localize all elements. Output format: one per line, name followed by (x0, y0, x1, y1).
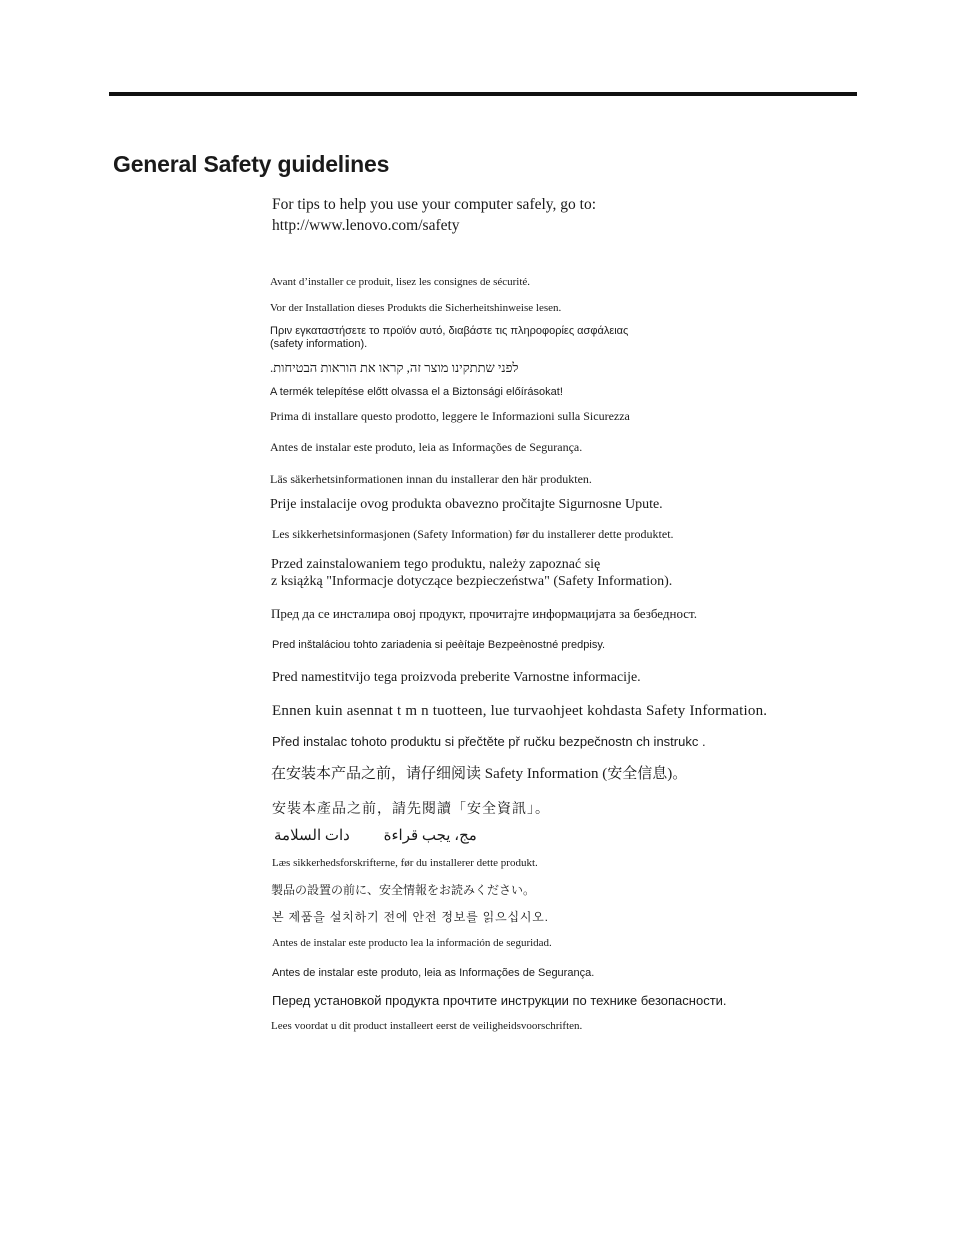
notice-hebrew (270, 360, 553, 376)
notice-arabic (274, 826, 506, 845)
notice-chinese-simplified: 在安装本产品之前，请仔细阅读 Safety Information (安全信息)。 (271, 766, 688, 782)
notice-macedonian: Пред да се инсталира овој продукт, прочитајте информацијата за безбедност. (271, 606, 697, 621)
notice-portuguese: Antes de instalar este produto, leia as Informações de Segurança. (272, 967, 595, 979)
notice-danish: Læs sikkerhedsforskrifterne, før du installerer dette produkt. (272, 857, 538, 869)
top-rule (109, 92, 857, 96)
notice-norwegian: Les sikkerhetsinformasjonen (Safety Information) før du installerer dette produktet. (272, 527, 674, 541)
notice-russian: Перед установкой продукта прочтите инструкции по технике безопасности. (272, 993, 727, 1008)
notice-spanish: Antes de instalar este producto lea la información de seguridad. (272, 937, 552, 949)
safety-url: http://www.lenovo.com/safety (272, 217, 460, 234)
notice-hungarian: A termék telepítése előtt olvassa el a Biztonsági előírásokat! (270, 386, 563, 398)
section-title: General Safety guidelines (113, 151, 390, 177)
notice-croatian: Prije instalacije ovog produkta obavezno pročitajte Sigurnosne Upute. (270, 497, 663, 512)
notice-slovenian: Pred namestitvijo tega proizvoda preberite Varnostne informacije. (272, 670, 641, 685)
notice-greek-line-1: Πριν εγκαταστήσετε το προϊόν αυτό, διαβάστε τις πληροφορίες ασφάλειας (270, 325, 629, 337)
notice-italian: Prima di installare questo prodotto, leggere le Informazioni sulla Sicurezza (270, 409, 630, 423)
notice-greek-line-2: (safety information). (270, 338, 368, 350)
notice-arabic-text: مج، يجب قراءة دات السلامة (274, 828, 477, 844)
intro-text (272, 194, 596, 236)
notice-polish-line-2: z książką "Informacje dotyczące bezpieczeństwa" (Safety Information). (271, 574, 673, 589)
notice-polish-line-1: Przed zainstalowaniem tego produktu, należy zapoznać się (271, 557, 601, 572)
notice-korean: 본 제품을 설치하기 전에 안전 정보를 읽으십시오. (272, 910, 549, 924)
notice-french: Avant d’installer ce produit, lisez les consignes de sécurité. (270, 276, 531, 288)
notice-japanese: 製品の設置の前に、安全情報をお読みください。 (271, 883, 536, 897)
notice-german: Vor der Installation dieses Produkts die Sicherheitshinweise lesen. (270, 302, 562, 314)
notice-dutch: Lees voordat u dit product installeert eerst de veiligheidsvoorschriften. (271, 1020, 583, 1032)
notice-chinese-traditional: 安裝本產品之前，請先閱讀「安全資訊」。 (272, 802, 550, 817)
notice-portuguese-br: Antes de instalar este produto, leia as Informações de Segurança. (270, 440, 583, 454)
notice-slovak: Pred inštaláciou tohto zariadenia si peèítaje Bezpeènostné predpisy. (272, 639, 606, 651)
notice-hebrew-text: לפני שתתקינו מוצר זה, קראו את הוראות הבטיחות. (270, 360, 519, 375)
notice-czech: Před instalac tohoto produktu si přečtěte př ručku bezpečnostn ch instrukc . (272, 734, 706, 749)
notice-swedish: Läs säkerhetsinformationen innan du installerar den här produkten. (270, 472, 592, 486)
intro-line-1: For tips to help you use your computer safely, go to: (272, 196, 597, 213)
notice-finnish: Ennen kuin asennat t m n tuotteen, lue turvaohjeet kohdasta Safety Information. (272, 703, 768, 719)
